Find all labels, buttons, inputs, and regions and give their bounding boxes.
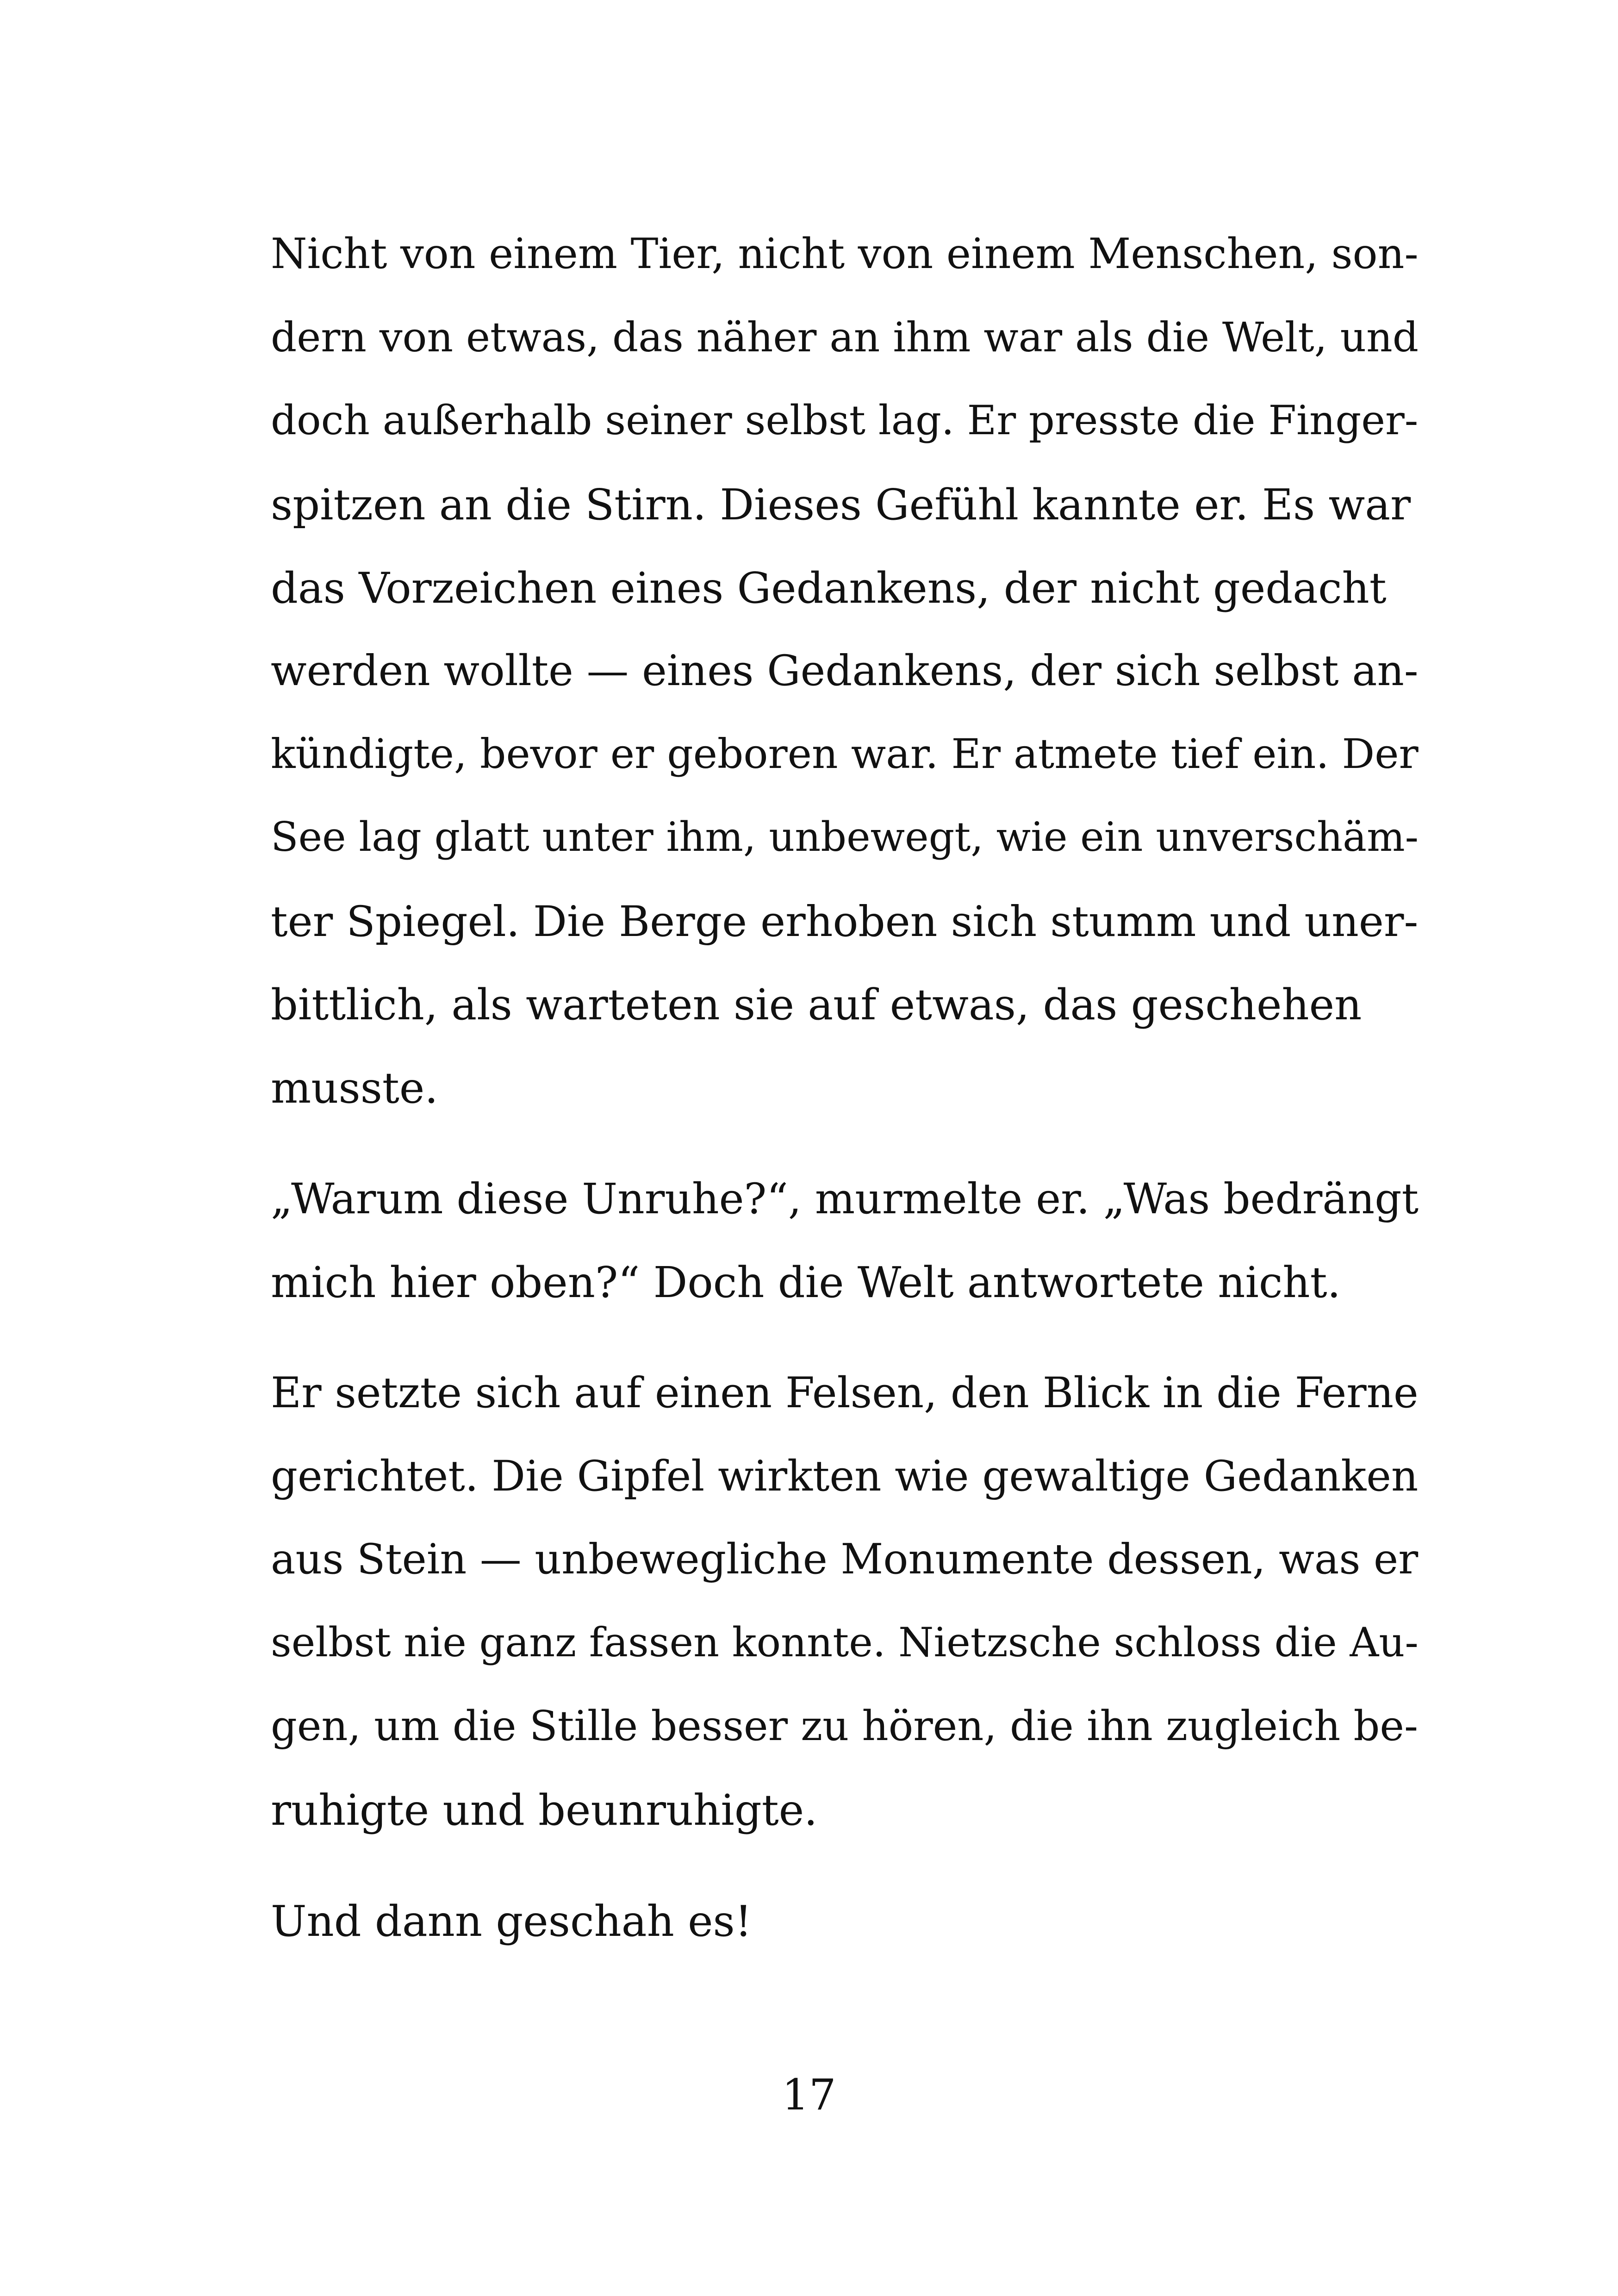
text-line: ruhigte und beunruhigte. [271, 1785, 818, 1835]
text-line: kündigte, bevor er geboren war. Er atmete tief ein. Der [271, 730, 1419, 778]
text-line: Nicht von einem Tier, nicht von einem Menschen, son- [271, 230, 1419, 278]
text-line: doch außerhalb seiner selbst lag. Er presste die Finger- [271, 397, 1419, 444]
text-line: das Vorzeichen eines Gedankens, der nicht gedacht [271, 563, 1387, 613]
text-line: selbst nie ganz fassen konnte. Nietzsche schloss die Au- [271, 1619, 1419, 1666]
text-line: ter Spiegel. Die Berge erhoben sich stumm und uner- [271, 897, 1419, 946]
text-line: Er setzte sich auf einen Felsen, den Blick in die Ferne [271, 1369, 1419, 1417]
text-line: werden wollte — eines Gedankens, der sich selbst an- [271, 647, 1419, 695]
text-line: aus Stein — unbewegliche Monumente dessen, was er [271, 1535, 1419, 1584]
text-line: musste. [271, 1063, 438, 1113]
text-line: Und dann geschah es! [271, 1897, 752, 1946]
text-line: gerichtet. Die Gipfel wirkten wie gewaltige Gedanken [271, 1452, 1419, 1501]
text-line: spitzen an die Stirn. Dieses Gefühl kannte er. Es war [271, 480, 1411, 530]
text-line: mich hier oben?“ Doch die Welt antwortete nicht. [271, 1258, 1341, 1307]
text-line: bittlich, als warteten sie auf etwas, das geschehen [271, 980, 1362, 1029]
text-line: dern von etwas, das näher an ihm war als die Welt, und [271, 313, 1419, 361]
text-line: See lag glatt unter ihm, unbewegt, wie ein unverschäm- [271, 813, 1419, 861]
text-line: „Warum diese Unruhe?“, murmelte er. „Was bedrängt [271, 1174, 1419, 1223]
text-line: gen, um die Stille besser zu hören, die ihn zugleich be- [271, 1702, 1418, 1750]
page-number: 17 [782, 2070, 836, 2120]
